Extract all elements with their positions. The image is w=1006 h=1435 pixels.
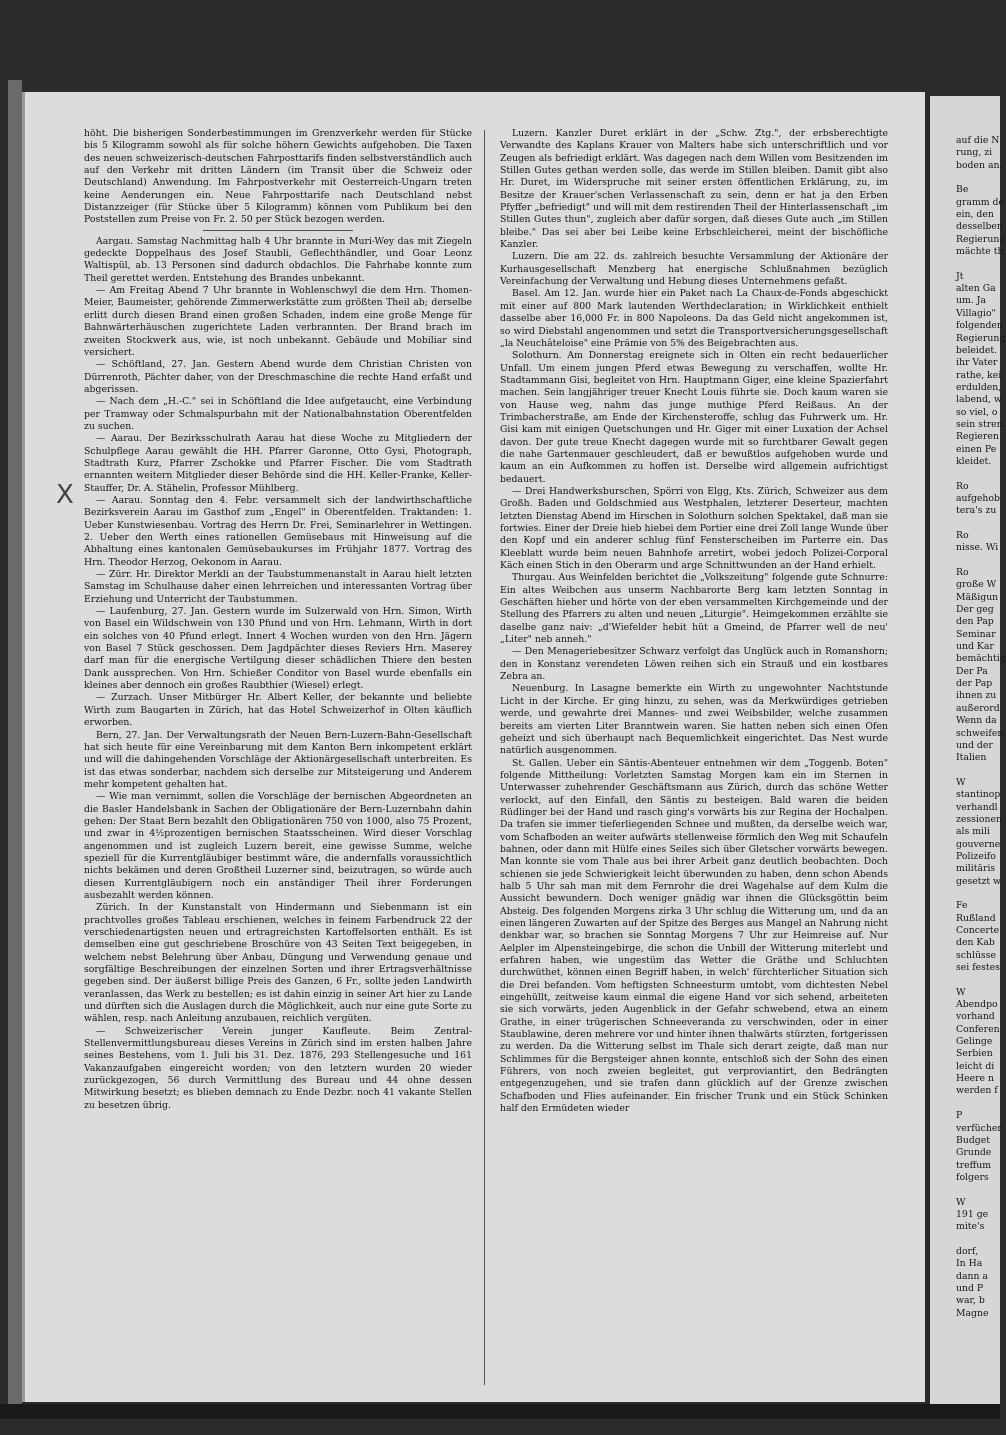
article-paragraph: — Nach dem „H.-C." sei in Schöftland die Idee aufgetaucht, eine Verbindung per Tramway oder Schmalspurbahn mit der Nationalbahnstation Oberentfelden zu suchen. <box>84 396 472 432</box>
text-column-left <box>84 128 472 1390</box>
binding-edge <box>8 80 22 1410</box>
fragment-line: Be <box>956 184 969 196</box>
column-rule <box>484 130 485 1385</box>
fragment-line: Regierung <box>956 332 1006 344</box>
fragment-line: 191 ge <box>956 1208 989 1220</box>
fragment-line: W <box>956 1196 966 1208</box>
fragment-line: den Kab <box>956 937 995 949</box>
fragment-line: rung, zi <box>956 147 993 159</box>
fragment-line: schlüsse <box>956 949 996 961</box>
fragment-line: Der Pa <box>956 665 988 677</box>
fragment-line: ihr Vater <box>956 357 998 369</box>
fragment-line: Polizeifo <box>956 850 996 862</box>
fragment-line: Regieren <box>956 431 999 443</box>
fragment-line: außerord <box>956 702 1000 714</box>
fragment-line <box>956 1184 1000 1196</box>
article-paragraph: Solothurn. Am Donnerstag ereignete sich in Olten ein recht bedauerlicher Unfall. Um einem jungen Pferd etwas Bewegung zu verschaffen, wollte Hr. Stadtammann Gisi, begleitet von Hrn. Hauptmann Giger, eine kleine Spazierfahrt machen. Sein langjähriger treuer Knecht Louis führte sie. Doch kaum waren sie von Hause weg, nahm das junge muthige Pferd Reißaus. An der Trimbacherstraße, am Ende der Kirchensteroffe, schlug das Fuhrwerk um. Hr. Gisi kam mit einigen Quetschungen und Hr. Giger mit einer Luxation der Achsel davon. Der gute treue Knecht dagegen wurde mit so furchtbarer Gewalt gegen die nahe Gartenmauer geschleudert, daß er bewußtlos aufgehoben wurde und kaum an ein Aufkommen zu hoffen ist. Derselbe wird allgemein aufrichtigst bedauert. <box>500 350 888 485</box>
fragment-line: stantinop <box>956 789 1001 801</box>
fragment-line: verfücher <box>956 1122 1002 1134</box>
fragment-line: als mili <box>956 826 990 838</box>
fragment-line: militäris <box>956 863 996 875</box>
fragment-line: Seminar <box>956 628 996 640</box>
fragment-line: alten Ga <box>956 283 996 295</box>
fragment-line: und Kar <box>956 641 994 653</box>
fragment-line: Villagio" <box>956 307 996 319</box>
fragment-line: den Pap <box>956 616 994 628</box>
article-paragraph: — Schöftland, 27. Jan. Gestern Abend wurde dem Christian Christen von Dürrenroth, Pächter daher, von der Dreschmaschine die rechte Hand erfaßt und abgerissen. <box>84 359 472 395</box>
fragment-line: Ro <box>956 530 969 541</box>
fragment-line: Serbien <box>956 1048 993 1060</box>
fragment-line: aufgehob <box>956 492 1000 504</box>
article-paragraph: Thurgau. Aus Weinfelden berichtet die „Volkszeitung" folgende gute Schnurre: Ein altes Weibchen aus unserm Nachbarorte Berg kam letzten Sonntag in Geschäften hieher und hörte von der eben versammelten Kirchgemeinde und der Stellung des Pfarrers zu alten und neuen „Liturgie". Heimgekommen erzählte sie daselbe ganz naiv: „d'Wiefelder hebit hüt a Gmeind, de Pfarrer well de neu' „Liter" neb anneh." <box>500 572 888 646</box>
fragment-line: schweifen <box>956 727 1004 739</box>
fragment-line: W <box>956 776 966 788</box>
fragment-line: Abendpo <box>956 999 998 1011</box>
adjacent-page-text <box>956 135 1006 1435</box>
fragment-line: werden f <box>956 1085 998 1097</box>
fragment-line: Heere n <box>956 1073 995 1085</box>
fragment-line: um. Ja <box>956 295 986 307</box>
fragment-line <box>956 258 1000 270</box>
article-paragraph: Zürich. In der Kunstanstalt von Hindermann und Siebenmann ist ein prachtvolles großes Tableau erschienen, welches in feinem Farbendruck 22 der verschiedenartigsten neuen und ertragreichsten Kartoffelsorten enthält. Es ist demselben eine gut geschriebene Broschüre von 43 Seiten Text beigegeben, in welchem nebst Belehrung über Anbau, Düngung und Verwendung genaue und sorgfältige Beschreibungen der einzelnen Sorten und ihrer Ertragsverhältnisse gegeben sind. Der äußerst billige Preis des Ganzen, 6 Fr., sollte jeden Landwirth veranlassen, das Werk zu bestellen; es ist dahin einzig in seiner Art hier zu Lande und dürften sich die Auslagen durch die Möglichkeit, auch nur eine gute Sorte zu wählen, resp. nach Anleitung anzubauen, reichlich vergüten. <box>84 902 472 1025</box>
text-column-right <box>500 128 888 1390</box>
fragment-line: kleidet. <box>956 455 992 467</box>
fragment-line: In Ha <box>956 1258 983 1270</box>
fragment-line: der Pap <box>956 678 993 690</box>
fragment-line: P <box>956 1110 963 1122</box>
fragment-line <box>956 1234 1000 1246</box>
fragment-line <box>956 172 1000 184</box>
fragment-line: beleidet. <box>956 344 998 356</box>
article-paragraph: — Laufenburg, 27. Jan. Gestern wurde im Sulzerwald von Hrn. Simon, Wirth von Basel ein Wildschwein von 130 Pfund und von Hrn. Lehmann, Wirth in dort ein solches von 40 Pfund erlegt. Innert 4 Wochen wurden von den Hrn. Jägern von Basel 7 Stück geschossen. Dem Jagdpächter dieses Reviers Hrn. Maserey darf man für die energische Vertilgung dieser schädlichen Thiere den besten Dank aussprechen. Von Hrn. Schießer Conditor von Basel wurde ebenfalls ein kleines aber dennoch ein großes Raubthier (Wiesel) erlegt. <box>84 606 472 692</box>
fragment-line <box>956 518 1000 530</box>
article-paragraph: — Zürr. Hr. Direktor Merkli an der Taubstummenanstalt in Aarau hielt letzten Samstag im Schulhause daher einen lehrreichen und interessanten Vortrag über Erziehung und Unterricht der Taubstummen. <box>84 569 472 605</box>
fragment-line: Regierung <box>956 233 1006 245</box>
article-paragraph: Bern, 27. Jan. Der Verwaltungsrath der Neuen Bern-Luzern-Bahn-Gesellschaft hat sich heute für eine Vereinbarung mit dem Kanton Bern inkompetent erklärt und will die dahingehenden Vorschläge der Aktionärgesellschaft unterbreiten. Es ist das etwas sonderbar, nachdem sich derselbe zur Mitsteigerung und Anderem mehr kompetent gehalten hat. <box>84 729 472 790</box>
scan-border <box>0 1404 1000 1419</box>
article-paragraph: — Den Menageriebesitzer Schwarz verfolgt das Unglück auch in Romanshorn; den in Konstanz verendeten Löwen reihen sich ein Strauß und ein kostbares Zebra an. <box>500 646 888 683</box>
fragment-line: tera's zu <box>956 505 997 517</box>
article-paragraph: — Zurzach. Unser Mitbürger Hr. Albert Keller, der bekannte und beliebte Wirth zum Baugarten in Zürich, hat das Hotel Schweizerhof in Olten käuflich erworben. <box>84 692 472 729</box>
fragment-line: vorhand <box>956 1011 995 1023</box>
fragment-line: mite's <box>956 1221 985 1233</box>
fragment-line: gouverne <box>956 838 1001 850</box>
fragment-line: ein, den <box>956 209 994 221</box>
article-paragraph: Luzern. Die am 22. ds. zahlreich besuchte Versammlung der Aktionäre der Kurhausgesellschaft Menzberg hat energische Schlußnahmen bezüglich Vereinfachung der Verwaltung und Hebung dieses Unternehmens gefaßt. <box>500 251 888 288</box>
fragment-line: W <box>956 986 966 998</box>
fragment-line <box>956 468 1000 480</box>
fragment-line: mächte th <box>956 246 1004 258</box>
fragment-line: dorf, <box>956 1245 979 1257</box>
fragment-line: gramm de <box>956 196 1004 208</box>
article-paragraph: — Schweizerischer Verein junger Kaufleute. Beim Zentral-Stellenvermittlungsbureau dieses Vereins in Zürich sind im ersten halben Jahre seines Bestehens, vom 1. Juli bis 31. Dez. 1876, 293 Stellengesuche und 161 Vakanzaufgaben eingereicht worden; von den letztern wurden 20 wieder zurückgezogen, 56 durch Vermittlung des Bureau und 44 ohne dessen Mitwirkung besetzt; es blieben demnach zu Ende Dezbr. noch 41 vakante Stellen zu besetzen übrig. <box>84 1025 472 1111</box>
fragment-line: zessionen <box>956 813 1002 825</box>
fragment-line: Wenn da <box>956 715 997 727</box>
fragment-line: und der <box>956 739 993 751</box>
article-paragraph: höht. Die bisherigen Sonderbestimmungen im Grenzverkehr werden für Stücke bis 5 Kilogramm sowohl als für solche höhern Gewichts aufgehoben. Die Taxen des neuen schweizerisch-deutschen Fahrposttarifs finden selbstverständlich auch auf den Verkehr mit dritten Ländern (im Transit über die Schweiz oder Deutschland) Anwendung. Im Fahrpostverkehr mit Oesterreich-Ungarn treten keine Aenderungen ein. Neue Fahrposttarife nach Deutschland nebst Distanzzeiger (für Stücke über 5 Kilogramm) können vom Publikum bei den Poststellen zum Preise von Fr. 2. 50 per Stück bezogen werden. <box>84 128 472 226</box>
article-paragraph: — Drei Handwerksburschen, Spörri von Elgg, Kts. Zürich, Schweizer aus dem Großh. Baden und Goldschmied aus Westphalen, letzterer Deserteur, machten letzten Dienstag Abend im Hirschen in Solothurn solchen Spektakel, daß man sie fortwies. Einer der Dreie hieb hiebei dem Portier eine drei Zoll lange Wunde über den Kopf und ein anderer schlug fünf Fensterscheiben im Parterre ein. Das Kleeblatt wurde beim neuen Bahnhofe arretirt, wobei jedoch Polizei-Corporal Käch einen Stich in den Oberarm und arge Schnittwunden an der Hand erhielt. <box>500 485 888 572</box>
fragment-line: dann a <box>956 1270 988 1282</box>
fragment-line: Fe <box>956 900 968 912</box>
fragment-line: Ro <box>956 567 969 579</box>
article-paragraph: St. Gallen. Ueber ein Säntis-Abenteuer entnehmen wir dem „Toggenb. Boten" folgende Mittheilung: Vorletzten Samstag Morgen kam ein im Sternen in Unterwasser zuhehrender Geschäftsmann aus Zürich, durch das schöne Wetter verlockt, auf den Einfall, den Säntis zu besteigen. Bald waren die beiden Rüdlinger bei der Hand und rasch ging's vorwärts bis zur Regina der Hochalpen. Da trafen sie immer tieferliegenden Schnee und mußten, da derselbe weich war, vom Schafboden an weiter aufwärts stellenweise förmlich den Weg mit Schaufeln bahnen, oder dann mit Hülfe eines Seiles sich über Gletscher vorwärts bewegen. Man konnte sie vom Thale aus bei ihrer Arbeit ganz deutlich beobachten. Doch schienen sie jede Schwierigkeit leicht überwunden zu haben, denn schon Abends halb 5 Uhr sah man mit dem Fernrohr die drei Wagehalse auf dem Kulm die Aussicht bewundern. Doch weniger gnädig war ihnen die Glücksgöttin beim Absteig. Des folgenden Morgens zirka 3 Uhr schlug die Witterung um, und da an einen längeren Zuwarten auf der Spitze des Berges aus Mangel an Nahrung nicht denkbar war, so brachen sie Sonntag Morgens 7 Uhr zur Heimreise auf. Nur Aelpler im Alpensteingebirge, die schon die Unbill der Witterung miterlebt und erfahren haben, wie ungestüm das Wetter die Gräthe und Schluchten durchwüthet, können einen Begriff haben, in welch' fürchterlicher Situation sich die Drei befanden. Vom heftigsten Schneesturm umtobt, vom dichtesten Nebel eingehüllt, zeitweise kaum einmal die eigene Hand vor sich sehend, arbeiteten sie sich vorwärts, jeden Augenblick in der Gefahr schwebend, etwa an einem Grathe, in einer trügerischen Schneeveranda zu verschwinden, oder in einer Staublawine, deren mehrere vor und hinter ihnen thalwärts stürzten, fortgerissen zu werden. Da die Witterung selbst im Thale sich derart zeigte, daß man nur Schlimmes für die Bergsteiger ahnen konnte, entschloß sich der Sohn des einen Führers, von noch zweien begleitet, gut verproviantirt, den Bedrängten entgegenzugehen, und sie trafen dann glücklich auf der Grenze zwischen Schafboden und Flies aufeinander. Ein frischer Trunk und ein Stück Schinken half den Ermüdeten wieder <box>500 757 888 1115</box>
fragment-line: Ro <box>956 480 969 492</box>
fragment-line: Mäßigun <box>956 591 999 603</box>
article-paragraph: Luzern. Kanzler Duret erklärt in der „Schw. Ztg.", der erbsberechtigte Verwandte des Kaplans Krauer von Malters habe sich unterschriftlich und vor Zeugen als befriedigt erklärt. Was dagegen nach dem Willen vom Besitzenden im Stillen Gutes gethan werden solle, das werde im Stillen bleiben. Damit gibt also Hr. Duret, im Widerspruche mit seiner ersten öffentlichen Erklärung, zu, im Besitze der Krauer'schen Verlassenschaft zu sein, denn er hat ja den Erben Pfyffer „befriedigt" und will mit dem restirenden Theil der Hinterlassenschaft „im Stillen Gutes thun", zugleich aber dafür sorgen, daß dieses Gute auch „im Stillen bleibe." Das sei aber bei Leibe keine Erbschleicherei, meint der bischöfliche Kanzler. <box>500 128 888 251</box>
fragment-line: Jt <box>956 270 964 282</box>
divider <box>203 230 353 231</box>
fragment-line: große W <box>956 579 997 591</box>
article-paragraph: — Am Freitag Abend 7 Uhr brannte in Wohlenschwyl die dem Hrn. Thomen-Meier, Baumeister, gehörende Zimmerwerkstätte zum größten Theil ab; derselbe erlitt durch diesen Brand einen großen Schaden, indem eine große Menge für Bahnwärterhäuschen zugerichtete Laden verbrannten. Der Brand brach im zweiten Stockwerk aus, wie, ist noch unbekannt. Gebäude und Mobiliar sind versichert. <box>84 285 472 358</box>
fragment-line: sein stren <box>956 418 1003 430</box>
fragment-line: ihnen zu <box>956 690 997 702</box>
fragment-line: rathe, kei <box>956 369 1002 381</box>
fragment-line: so viel, o <box>956 406 998 418</box>
fragment-line <box>956 1098 1000 1110</box>
fragment-line <box>956 974 1000 986</box>
fragment-line: Magne <box>956 1307 989 1319</box>
fragment-line: verhandl <box>956 801 998 813</box>
fragment-line: Gelinge <box>956 1036 993 1048</box>
fragment-line: Conferen <box>956 1023 1000 1035</box>
handwritten-mark: X <box>56 480 74 510</box>
fragment-line: erdulden, <box>956 381 1002 393</box>
fragment-line: boden an. <box>956 159 1003 171</box>
fragment-line: Der geg <box>956 604 994 616</box>
fragment-line: und P <box>956 1282 984 1294</box>
fragment-line: Italien <box>956 752 987 764</box>
fragment-line: bemächtig <box>956 653 1006 665</box>
article-paragraph: — Aarau. Sonntag den 4. Febr. versammelt sich der landwirthschaftliche Bezirksverein Aarau im Gasthof zum „Engel" in Oberentfelden. Traktanden: 1. Ueber Kunstwiesenbau. Vortrag des Herrn Dr. Frei, Seminarlehrer in Wettingen. 2. Ueber den Werth eines rationellen Gemüsebaus mit Hinweisung auf die Abhaltung eines kantonalen Gemüsebaukurses im Frühjahr 1877. Vortrag des Hrn. Theodor Herzog, Oekonom in Aarau. <box>84 494 472 568</box>
fragment-line: nisse. Wi <box>956 542 999 554</box>
article-paragraph: Neuenburg. In Lasagne bemerkte ein Wirth zu ungewohnter Nachtstunde Licht in der Kirche. Er ging hinzu, zu sehen, was da Merkwürdiges getrieben werde, und gewahrte drei Mannes- und zwei Weibsbilder, welche zusammen bereits am vierten Liter Branntwein waren. Sie hatten neben sich einen Ofen geheizt und sich überhaupt nach Bequemlichkeit eingerichtet. Das Nest wurde natürlich ausgenommen. <box>500 683 888 757</box>
fragment-line: folgers <box>956 1171 989 1183</box>
fragment-line: leicht di <box>956 1060 995 1072</box>
fragment-line: Budget <box>956 1134 990 1146</box>
fragment-line: einen Pe <box>956 443 997 455</box>
fragment-line: treffum <box>956 1159 992 1171</box>
fragment-line: labend, w <box>956 394 1002 406</box>
article-paragraph: — Wie man vernimmt, sollen die Vorschläge der bernischen Abgeordneten an die Basler Handelsbank in Sachen der Obligationäre der Bern-Luzernbahn dahin gehen: Der Staat Bern bezahlt den Obligationären 750 von 1000, also 75 Prozent, und zwar in 4½prozentigen bernischen Staatsscheinen. Wird dieser Vorschlag angenommen und ist zugleich Luzern bereit, eine gewisse Summe, welche speziell für die Kurrentgläubiger bestimmt wäre, die andernfalls voraussichtlich nichts bekämen und deren Großtheil Luzerner sind, beizutragen, so würde auch diesen Kurrentgläubigern noch ein anständiger Theil ihrer Forderungen ausbezahlt werden können. <box>84 791 472 901</box>
fragment-line <box>956 555 1000 567</box>
fragment-line: Concerte <box>956 925 1000 936</box>
fragment-line: war, b <box>956 1295 985 1307</box>
fragment-line <box>956 765 1000 777</box>
fragment-line: Grunde <box>956 1147 992 1159</box>
article-paragraph: Aargau. Samstag Nachmittag halb 4 Uhr brannte in Muri-Wey das mit Ziegeln gedeckte Doppelhaus des Josef Staubli, Geflechthändler, und Goar Leonz Waltispül, ab. 13 Personen sind dadurch obdachlos. Die Fahrhabe konnte zum Theil gerettet werden. Entstehung des Brandes unbekannt. <box>84 235 472 284</box>
fragment-line: sei festes <box>956 962 1000 974</box>
fragment-line <box>956 888 1000 900</box>
fragment-line: Rußland <box>956 912 996 924</box>
article-paragraph: — Aarau. Der Bezirksschulrath Aarau hat diese Woche zu Mitgliedern der Schulpflege Aarau gewählt die HH. Pfarrer Garonne, Otto Gysi, Photograph, Stadtrath Kurz, Pfarrer Zschokke und Pfarrer Fischer. Die vom Stadtrath ernannten weitern Mitglieder dieser Behörde sind die HH. Keller-Franke, Keller-Stauffer, Dr. A. Stähelin, Professor Mühlberg. <box>84 433 472 494</box>
fragment-line: desselben <box>956 221 1003 233</box>
fragment-line: gesetzt w <box>956 875 1002 887</box>
fragment-line: auf die N <box>956 135 1000 146</box>
article-paragraph: Basel. Am 12. Jan. wurde hier ein Paket nach La Chaux-de-Fonds abgeschickt mit einer auf 800 Mark lautenden Werthdeclaration; in Wirklichkeit enthielt dasselbe aber 16,000 Fr. in 800 Napoleons. Da das Geld nicht angekommen ist, so wird Diebstahl angenommen und setzt die Transportversicherungsgesellschaft „la Neuchâteloise" eine Prämie von 5% des Beigebrachten aus. <box>500 288 888 349</box>
fragment-line: folgenden <box>956 320 1003 332</box>
